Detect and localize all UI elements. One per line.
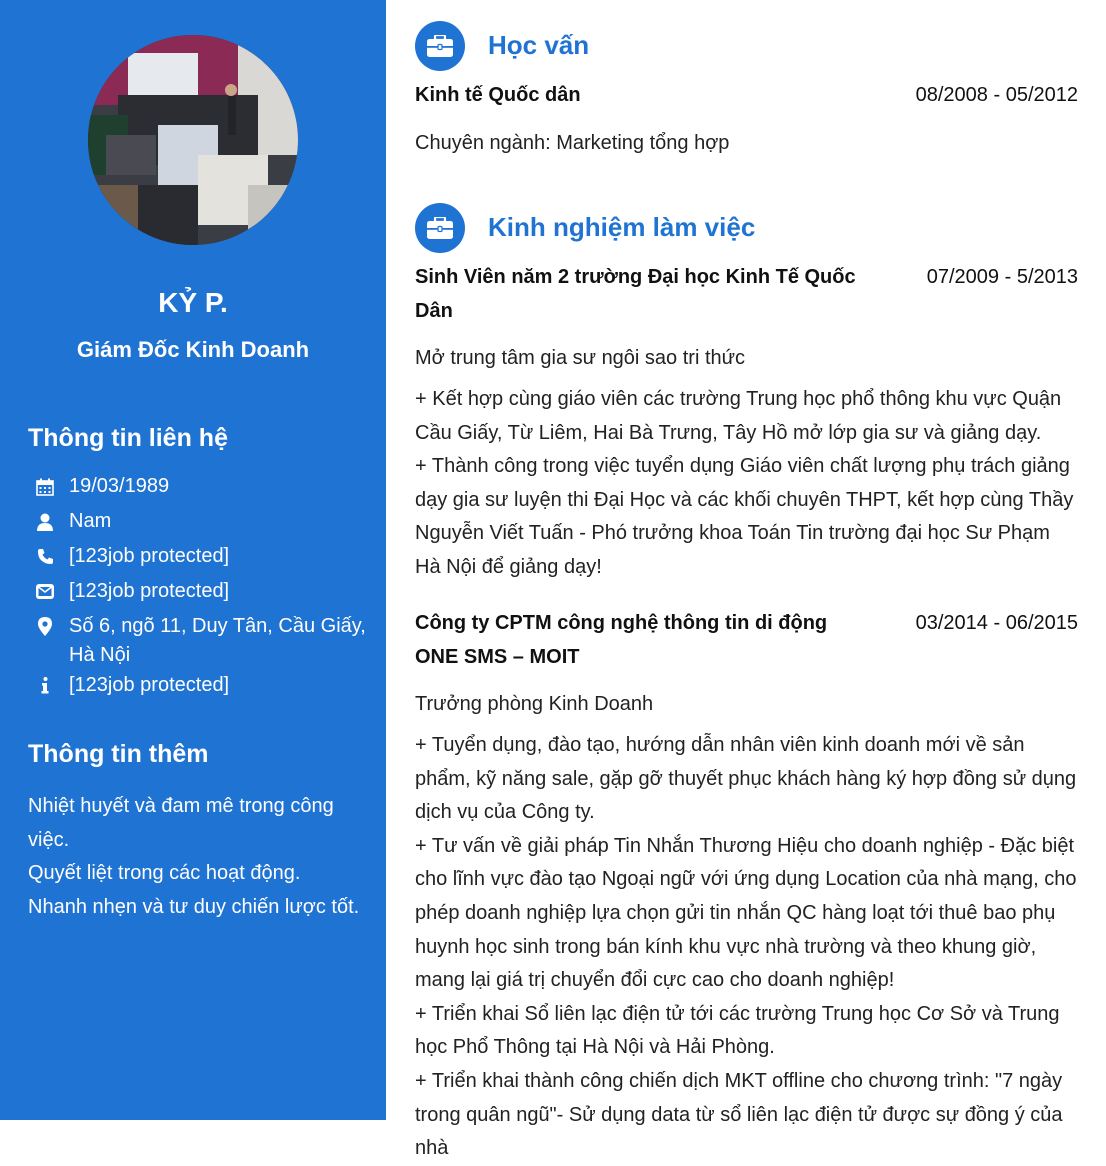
contact-text: [123job protected] <box>69 674 230 696</box>
user-icon <box>34 507 56 536</box>
job-details <box>415 729 1080 1166</box>
briefcase-icon <box>415 203 465 253</box>
extra-line: Nhiệt huyết và đam mê trong công việc. <box>28 795 334 851</box>
education-heading: Học vấn <box>488 30 590 60</box>
briefcase-icon <box>415 21 465 71</box>
education-major: Chuyên ngành: Marketing tổng hợp <box>415 132 730 154</box>
contact-gender <box>34 507 369 536</box>
job-detail-line: + Kết hợp cùng giáo viên các trường Trung học phổ thông khu vực Quận Cầu Giấy, Từ Liêm, Hai Bà Trưng, Tây Hồ mở lớp gia sư và giảng dạy. <box>415 388 1062 444</box>
education-school: Kinh tế Quốc dân <box>415 84 581 106</box>
classroom-photo <box>88 35 298 245</box>
job-role: Mở trung tâm gia sư ngôi sao tri thức <box>415 347 746 369</box>
map-marker-icon <box>34 612 56 641</box>
contact-phone <box>34 542 369 571</box>
contact-text: Nam <box>69 510 112 532</box>
job-date: 07/2009 - 5/2013 <box>926 266 1078 288</box>
contact-text: 19/03/1989 <box>69 475 170 497</box>
extra-line: Quyết liệt trong các hoạt động. <box>28 862 301 884</box>
info-icon <box>34 671 56 700</box>
education-date: 08/2008 - 05/2012 <box>915 84 1078 106</box>
contact-text: [123job protected] <box>69 545 230 567</box>
candidate-title: Giám Đốc Kinh Doanh <box>76 337 310 362</box>
contact-address <box>34 612 369 670</box>
job-detail-line: + Triển khai Sổ liên lạc điện tử tới các trường Trung học Cơ Sở và Trung học Phổ Thông tại Hà Nội và Hải Phòng. <box>415 1002 1060 1059</box>
job-detail-line: + Tư vấn về giải pháp Tin Nhắn Thương Hiệu cho doanh nghiệp - Đặc biệt cho lĩnh vực đào tạo Ngoại ngữ với ứng dụng Location của nhà mạng, cho phép doanh nghiệp lựa chọn gửi tin nhắn QC hàng loạt tới thuê bao phụ huynh học sinh trong bán kính khu vực nhà trường và theo khung giờ, mang lại giá trị chuyển đổi cực cao cho doanh nghiệp! <box>415 834 1077 992</box>
contact-birthdate <box>34 472 369 501</box>
job-title: Sinh Viên năm 2 trường Đại học Kinh Tế Quốc Dân <box>415 266 856 322</box>
extra-line: Nhanh nhẹn và tư duy chiến lược tốt. <box>28 895 360 918</box>
extra-info <box>28 790 368 924</box>
avatar-photo <box>88 35 298 245</box>
job-details <box>415 383 1080 585</box>
job-date: 03/2014 - 06/2015 <box>915 612 1078 634</box>
contact-text: Số 6, ngõ 11, Duy Tân, Cầu Giấy, Hà Nội <box>69 615 366 666</box>
job-role: Trưởng phòng Kinh Doanh <box>415 693 654 715</box>
job-detail-line: + Triển khai thành công chiến dịch MKT offline cho chương trình: "7 ngày trong quân ngũ"- Sử dụng data từ sổ liên lạc điện tử được sự đồng ý của nhà <box>415 1069 1063 1160</box>
calendar-icon <box>34 472 56 501</box>
job-detail-line: + Thành công trong việc tuyển dụng Giáo viên chất lượng phụ trách giảng dạy gia sư luyện thi Đại Học và các khối chuyên THPT, kết hợp cùng Thầy Nguyễn Viết Tuấn - Phó trưởng khoa Toán Tin trường đại học Sư Phạm Hà Nội để giảng dạy! <box>415 455 1074 578</box>
contact-heading: Thông tin liên hệ <box>28 424 228 452</box>
envelope-icon <box>34 577 56 606</box>
candidate-name: KỶ P. <box>158 287 228 318</box>
extra-heading: Thông tin thêm <box>28 740 209 768</box>
job-detail-line: + Tuyển dụng, đào tạo, hướng dẫn nhân viên kinh doanh mới về sản phẩm, kỹ năng sale, gặp gỡ thuyết phục khách hàng ký hợp đồng sử dụng dịch vụ của Công ty. <box>415 734 1077 824</box>
main-content <box>386 0 1106 1160</box>
contact-email <box>34 577 369 606</box>
experience-heading: Kinh nghiệm làm việc <box>488 212 756 242</box>
sidebar <box>0 0 386 1120</box>
contact-other <box>34 671 369 700</box>
phone-icon <box>34 542 56 571</box>
job-title: Công ty CPTM công nghệ thông tin di động ONE SMS – MOIT <box>415 612 828 668</box>
contact-text: [123job protected] <box>69 580 230 602</box>
